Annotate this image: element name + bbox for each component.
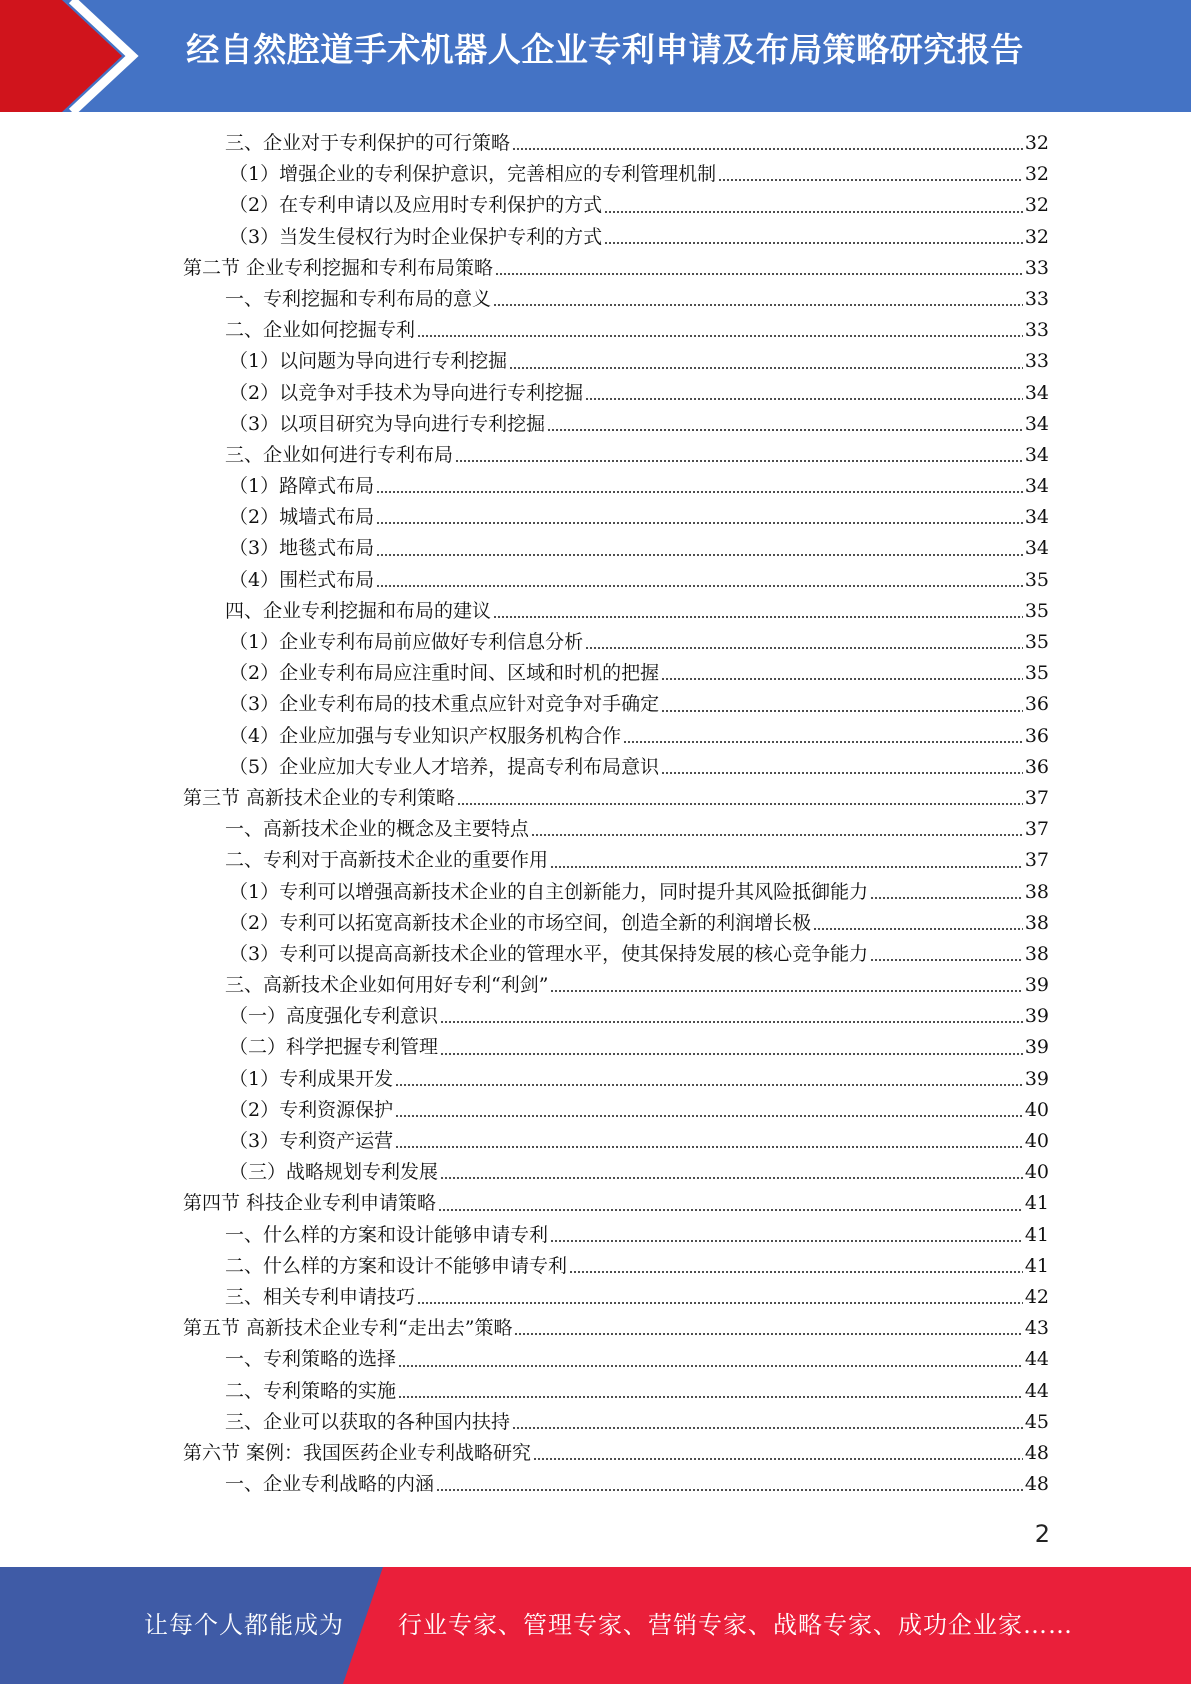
toc-leader-dots (438, 1209, 1023, 1211)
toc-entry-title: （2）以竞争对手技术为导向进行专利挖掘 (229, 381, 584, 404)
toc-leader-dots (495, 273, 1023, 275)
toc-entry[interactable] (183, 1095, 1049, 1126)
toc-entry-title: 三、高新技术企业如何用好专利“利剑” (225, 974, 549, 997)
toc-entry-title: （3）当发生侵权行为时企业保护专利的方式 (229, 225, 603, 248)
toc-entry-page: 39 (1024, 1067, 1049, 1090)
toc-leader-dots (395, 1084, 1023, 1086)
toc-leader-dots (604, 242, 1023, 244)
report-title: 经自然腔道手术机器人企业专利申请及布局策略研究报告 (186, 30, 1024, 69)
toc-leader-dots (585, 647, 1023, 649)
toc-entry-page: 36 (1024, 724, 1049, 747)
toc-entry[interactable] (183, 565, 1049, 596)
toc-entry[interactable] (183, 284, 1049, 315)
table-of-contents (183, 128, 1049, 1500)
toc-entry-title: （三）战略规划专利发展 (229, 1161, 439, 1184)
toc-entry-page: 41 (1024, 1192, 1049, 1215)
toc-entry[interactable] (183, 190, 1049, 221)
toc-entry-page: 33 (1024, 319, 1049, 342)
toc-entry-title: （5）企业应加大专业人才培养，提高专利布局意识 (229, 755, 660, 778)
toc-entry[interactable] (183, 689, 1049, 720)
toc-leader-dots (661, 772, 1023, 774)
toc-leader-dots (493, 616, 1023, 618)
toc-entry-title: 三、企业如何进行专利布局 (225, 443, 454, 466)
toc-leader-dots (512, 148, 1023, 150)
toc-entry-title: 三、企业可以获取的各种国内扶持 (225, 1410, 511, 1433)
toc-entry[interactable] (183, 658, 1049, 689)
toc-entry[interactable] (183, 814, 1049, 845)
toc-entry[interactable] (183, 471, 1049, 502)
toc-entry-page: 32 (1024, 225, 1049, 248)
toc-entry-title: （2）专利资源保护 (229, 1098, 394, 1121)
toc-entry-title: 第五节 高新技术企业专利“走出去”策略 (183, 1317, 513, 1340)
toc-entry-title: 一、高新技术企业的概念及主要特点 (225, 818, 530, 841)
toc-leader-dots (440, 1053, 1023, 1055)
page-header (0, 0, 1191, 112)
toc-entry[interactable] (183, 1126, 1049, 1157)
toc-entry-page: 35 (1024, 568, 1049, 591)
header-chevron-decoration (0, 0, 160, 112)
toc-leader-dots (440, 1021, 1023, 1023)
toc-leader-dots (547, 429, 1023, 431)
toc-leader-dots (514, 1333, 1022, 1335)
page-number: 2 (1034, 1520, 1050, 1548)
toc-entry-page: 38 (1024, 942, 1049, 965)
toc-entry-page: 38 (1024, 880, 1049, 903)
toc-entry-page: 37 (1024, 849, 1049, 872)
toc-entry-page: 40 (1024, 1130, 1049, 1152)
toc-leader-dots (440, 1177, 1023, 1179)
toc-entry-page: 34 (1024, 443, 1049, 466)
toc-entry[interactable] (183, 1313, 1049, 1344)
toc-entry-page: 48 (1024, 1473, 1049, 1496)
toc-leader-dots (550, 1240, 1023, 1242)
toc-entry[interactable] (183, 159, 1049, 190)
toc-leader-dots (395, 1115, 1023, 1117)
toc-entry[interactable] (183, 1188, 1049, 1219)
toc-leader-dots (718, 179, 1023, 181)
toc-entry-title: （1）专利可以增强高新技术企业的自主创新能力，同时提升其风险抵御能力 (229, 880, 869, 903)
toc-leader-dots (531, 834, 1023, 836)
toc-entry-page: 32 (1024, 163, 1049, 186)
toc-entry[interactable] (183, 222, 1049, 253)
toc-entry[interactable] (183, 1376, 1049, 1407)
toc-leader-dots (533, 1458, 1023, 1460)
toc-entry-page: 35 (1024, 662, 1049, 685)
toc-leader-dots (395, 1146, 1023, 1148)
toc-entry[interactable] (183, 596, 1049, 627)
toc-entry[interactable] (183, 1251, 1049, 1282)
toc-entry[interactable] (183, 253, 1049, 284)
toc-entry-page: 34 (1024, 537, 1049, 560)
toc-entry-title: 一、专利挖掘和专利布局的意义 (225, 287, 492, 310)
toc-entry-page: 40 (1024, 1161, 1049, 1184)
toc-entry-title: （2）在专利申请以及应用时专利保护的方式 (229, 194, 603, 217)
toc-leader-dots (376, 491, 1023, 493)
toc-entry-page: 34 (1024, 506, 1049, 529)
toc-leader-dots (870, 897, 1023, 899)
toc-entry-title: 第三节 高新技术企业的专利策略 (183, 786, 456, 809)
toc-entry-title: （1）以问题为导向进行专利挖掘 (229, 350, 508, 373)
toc-entry[interactable] (183, 1001, 1049, 1032)
footer-slogan-left: 让每个人都能成为 (144, 1611, 344, 1639)
page-footer (0, 1567, 1191, 1684)
toc-entry-title: （3）地毯式布局 (229, 537, 375, 560)
toc-entry-title: （3）专利资产运营 (229, 1130, 394, 1152)
toc-entry-page: 33 (1024, 287, 1049, 310)
toc-leader-dots (550, 990, 1022, 992)
toc-leader-dots (585, 398, 1023, 400)
toc-entry[interactable] (183, 533, 1049, 564)
toc-entry-title: 一、专利策略的选择 (225, 1348, 397, 1371)
toc-entry-title: 第二节 企业专利挖掘和专利布局策略 (183, 256, 494, 279)
toc-entry-page: 34 (1024, 475, 1049, 498)
toc-entry[interactable] (183, 970, 1049, 1001)
toc-entry[interactable] (183, 1220, 1049, 1251)
toc-entry[interactable] (183, 721, 1049, 752)
toc-entry-page: 37 (1024, 818, 1049, 841)
toc-entry[interactable] (183, 128, 1049, 159)
toc-entry-title: 第四节 科技企业专利申请策略 (183, 1192, 437, 1215)
toc-entry-page: 41 (1024, 1223, 1049, 1246)
toc-entry-title: 第六节 案例：我国医药企业专利战略研究 (183, 1441, 532, 1464)
toc-entry-title: 三、企业对于专利保护的可行策略 (225, 132, 511, 154)
toc-entry[interactable] (183, 1344, 1049, 1375)
toc-entry[interactable] (183, 783, 1049, 814)
toc-entry-title: （1）路障式布局 (229, 475, 375, 498)
toc-entry-title: （二）科学把握专利管理 (229, 1036, 439, 1059)
toc-leader-dots (493, 304, 1023, 306)
toc-entry[interactable] (183, 627, 1049, 658)
toc-entry-page: 35 (1024, 631, 1049, 653)
toc-entry-page: 40 (1024, 1098, 1049, 1121)
toc-entry-title: （3）企业专利布局的技术重点应针对竞争对手确定 (229, 693, 660, 716)
toc-leader-dots (661, 710, 1023, 712)
toc-leader-dots (455, 460, 1023, 462)
toc-entry-page: 42 (1024, 1285, 1049, 1308)
toc-entry[interactable] (183, 1157, 1049, 1188)
toc-entry-page: 48 (1024, 1441, 1049, 1464)
toc-leader-dots (604, 211, 1023, 213)
toc-entry-title: （2）城墙式布局 (229, 506, 375, 529)
toc-leader-dots (813, 928, 1023, 930)
toc-entry-page: 34 (1024, 412, 1049, 435)
toc-entry[interactable] (183, 877, 1049, 908)
toc-leader-dots (417, 335, 1023, 337)
toc-entry-title: 一、企业专利战略的内涵 (225, 1473, 435, 1496)
toc-leader-dots (870, 959, 1023, 961)
toc-entry[interactable] (183, 1032, 1049, 1063)
toc-leader-dots (623, 741, 1023, 743)
toc-entry-page: 39 (1024, 1036, 1049, 1059)
toc-entry-title: 一、什么样的方案和设计能够申请专利 (225, 1223, 549, 1246)
toc-entry-page: 44 (1024, 1348, 1049, 1371)
toc-entry-title: 二、什么样的方案和设计不能够申请专利 (225, 1254, 568, 1277)
toc-entry-title: （2）专利可以拓宽高新技术企业的市场空间，创造全新的利润增长极 (229, 911, 812, 934)
toc-entry-title: （4）企业应加强与专业知识产权服务机构合作 (229, 724, 622, 747)
toc-entry-page: 45 (1024, 1410, 1049, 1433)
toc-entry[interactable] (183, 1064, 1049, 1095)
toc-leader-dots (550, 866, 1023, 868)
toc-entry[interactable] (183, 1469, 1049, 1500)
toc-entry[interactable] (183, 346, 1049, 377)
toc-entry[interactable] (183, 409, 1049, 440)
toc-entry[interactable] (183, 1282, 1049, 1313)
toc-leader-dots (509, 367, 1023, 369)
toc-leader-dots (436, 1489, 1023, 1491)
toc-entry[interactable] (183, 502, 1049, 533)
toc-entry-page: 33 (1024, 350, 1049, 373)
toc-entry-page: 32 (1024, 132, 1049, 154)
toc-entry[interactable] (183, 1407, 1049, 1438)
toc-entry-title: （3）专利可以提高高新技术企业的管理水平，使其保持发展的核心竞争能力 (229, 942, 869, 965)
toc-entry-page: 35 (1024, 599, 1049, 622)
toc-entry-title: 二、企业如何挖掘专利 (225, 319, 416, 342)
toc-leader-dots (376, 554, 1023, 556)
toc-entry-title: 二、专利策略的实施 (225, 1379, 397, 1402)
toc-entry-title: （3）以项目研究为导向进行专利挖掘 (229, 412, 546, 435)
toc-entry-title: 二、专利对于高新技术企业的重要作用 (225, 849, 549, 872)
toc-entry[interactable] (183, 315, 1049, 346)
toc-leader-dots (661, 678, 1023, 680)
toc-entry[interactable] (183, 378, 1049, 409)
toc-leader-dots (569, 1271, 1023, 1273)
toc-entry-title: （1）企业专利布局前应做好专利信息分析 (229, 631, 584, 653)
toc-entry[interactable] (183, 440, 1049, 471)
toc-entry[interactable] (183, 908, 1049, 939)
toc-entry-title: （1）专利成果开发 (229, 1067, 394, 1090)
toc-entry-page: 37 (1024, 786, 1049, 809)
toc-entry-title: （1）增强企业的专利保护意识，完善相应的专利管理机制 (229, 163, 717, 186)
toc-entry-page: 44 (1024, 1379, 1049, 1402)
toc-entry-title: （2）企业专利布局应注重时间、区域和时机的把握 (229, 662, 660, 685)
footer-slogan-right: 行业专家、管理专家、营销专家、战略专家、成功企业家…… (398, 1611, 1073, 1639)
toc-leader-dots (398, 1396, 1023, 1398)
toc-entry-title: 三、相关专利申请技巧 (225, 1285, 416, 1308)
toc-entry-page: 39 (1024, 1005, 1049, 1028)
toc-entry[interactable] (183, 845, 1049, 876)
toc-leader-dots (457, 803, 1023, 805)
toc-leader-dots (398, 1365, 1023, 1367)
toc-entry-page: 34 (1024, 381, 1049, 404)
toc-leader-dots (376, 522, 1023, 524)
toc-entry-title: 四、企业专利挖掘和布局的建议 (225, 599, 492, 622)
toc-entry-page: 43 (1024, 1317, 1049, 1340)
toc-entry[interactable] (183, 1438, 1049, 1469)
toc-entry-page: 36 (1024, 755, 1049, 778)
toc-entry-page: 38 (1024, 911, 1049, 934)
toc-entry[interactable] (183, 752, 1049, 783)
toc-leader-dots (376, 585, 1023, 587)
toc-leader-dots (417, 1302, 1023, 1304)
toc-entry-page: 41 (1024, 1254, 1049, 1277)
toc-entry-title: （一）高度强化专利意识 (229, 1005, 439, 1028)
toc-entry-page: 33 (1024, 256, 1049, 279)
toc-entry-page: 36 (1024, 693, 1049, 716)
toc-entry-page: 39 (1024, 974, 1049, 997)
toc-entry[interactable] (183, 939, 1049, 970)
toc-entry-title: （4）围栏式布局 (229, 568, 375, 591)
toc-entry-page: 32 (1024, 194, 1049, 217)
toc-leader-dots (512, 1427, 1023, 1429)
